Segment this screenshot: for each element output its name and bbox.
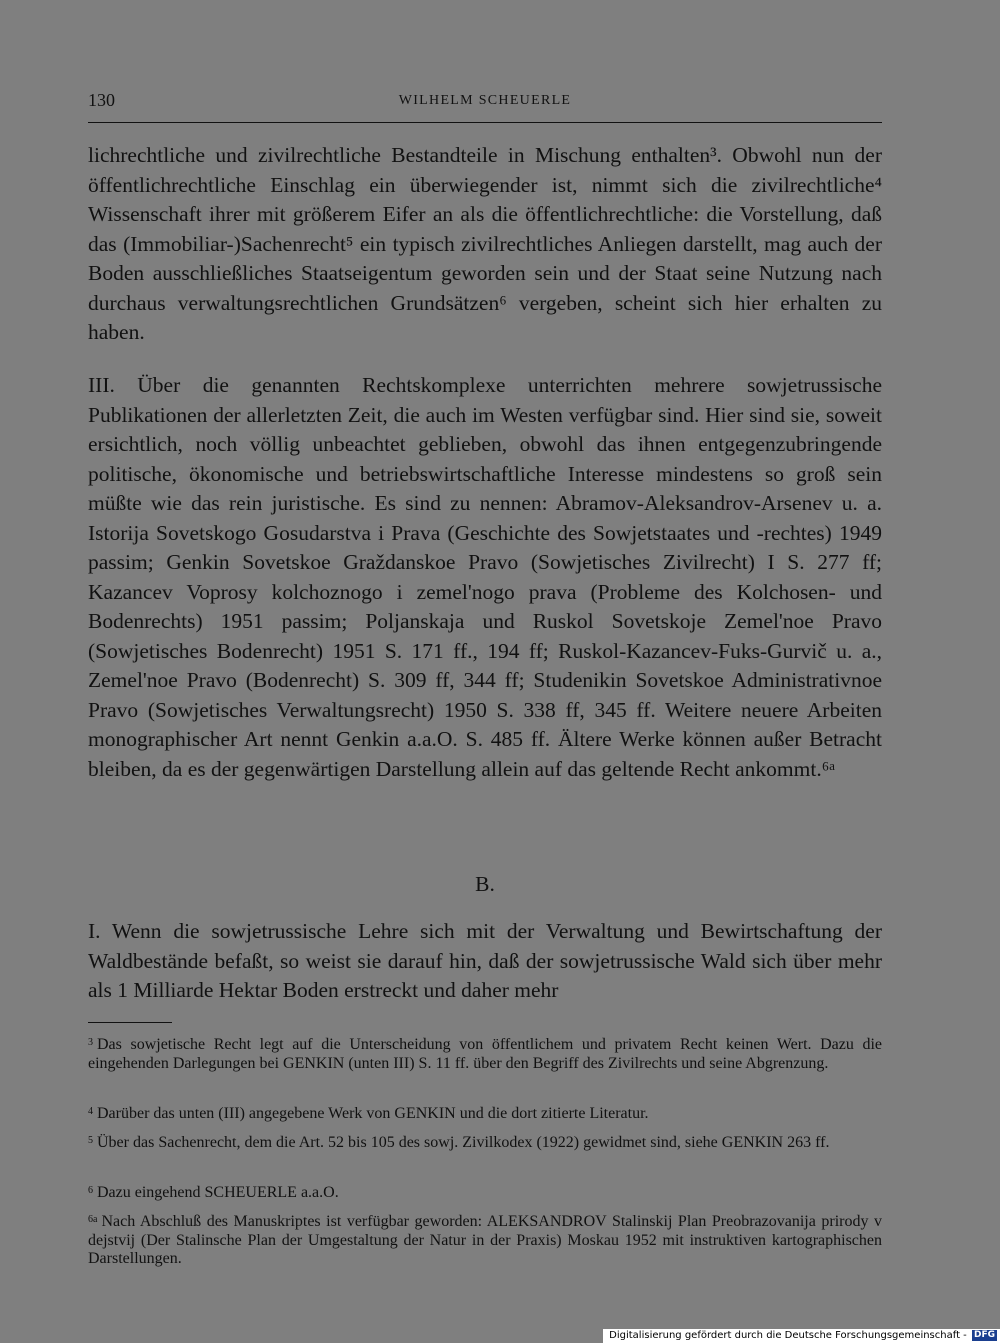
section-heading: B. — [475, 872, 495, 896]
footnote-marker: 5 — [88, 1135, 93, 1146]
footnote-4 — [88, 1103, 882, 1124]
page-number: 130 — [88, 90, 115, 110]
footnote-text: Dazu eingehend SCHEUERLE a.a.O. — [97, 1184, 339, 1201]
digitization-footer — [603, 1329, 1000, 1343]
footnote-text: Nach Abschluß des Manuskriptes ist verfügbar geworden: ALEKSANDROV Stalinskij Plan Preobrazovanija prirody v dejstvij (Der Stalinsche Plan der Umgestaltung der Natur in der Praxis) Moskau 1952 mit instruktiven kartographischen Darstellungen. — [88, 1213, 882, 1267]
page-header — [88, 88, 882, 123]
footnote-marker: 3 — [88, 1037, 93, 1048]
footnote-marker: 6a — [88, 1214, 98, 1225]
footnote-text: Darüber das unten (III) angegebene Werk von GENKIN und die dort zitierte Literatur. — [97, 1105, 649, 1122]
body-paragraph-1: lichrechtliche und zivilrechtliche Bestandteile in Mischung enthalten³. Obwohl nun der öffentlichrechtliche Einschlag ein überwiegender ist, nimmt sich die zivilrechtliche⁴ Wissenschaft ihrer mit größerem Eifer an als die öffentlichrechtliche: die Vorstellung, daß das (Immobiliar-)Sachenrecht⁵ ein typisch zivilrechtliches Anliegen darstellt, mag auch der Boden ausschließliches Staatseigentum geworden sein und der Staat seine Nutzung nach durchaus verwaltungsrechtlichen Grundsätzen⁶ vergeben, scheint sich hier erhalten zu haben. — [88, 143, 882, 344]
footnote-5 — [88, 1132, 882, 1153]
footnote-3 — [88, 1034, 882, 1073]
running-head: WILHELM SCHEUERLE — [398, 93, 572, 108]
footer-credit-text: Digitalisierung gefördert durch die Deutsche Forschungsgemeinschaft - — [609, 1330, 967, 1341]
body-paragraph-2: III. Über die genannten Rechtskomplexe unterrichten mehrere sowjetrussische Publikationen der allerletzten Zeit, die auch im Westen verfügbar sind. Hier sind sie, soweit ersichtlich, noch völlig unbeachtet geblieben, obwohl das ihnen entgegenzubringende politische, ökonomische und betriebswirtschaftliche Interesse mindestens so groß sein müßte wie das rein juristische. Es sind zu nennen: Abramov-Aleksandrov-Arsenev u. a. Istorija Sovetskogo Gosudarstva i Prava (Geschichte des Sowjetstaates und -rechtes) 1949 passim; Genkin Sovetskoe Graždanskoe Pravo (Sowjetisches Zivilrecht) I S. 277 ff; Kazancev Voprosy kolchoznogo i zemel'nogo prava (Probleme des Kolchosen- und Bodenrechts) 1951 passim; Poljanskaja und Ruskol Sovetskoje Zemel'noe Pravo (Sowjetisches Bodenrecht) 1951 S. 171 ff., 194 ff; Ruskol-Kazancev-Fuks-Gurvič u. a., Zemel'noe Pravo (Bodenrecht) S. 309 ff, 344 ff; Studenikin Sovetskoe Administrativnoe Pravo (Sowjetisches Verwaltungsrecht) 1950 S. 338 ff, 345 ff. Weitere neuere Arbeiten monographischer Art nennt Genkin a.a.O. S. 485 ff. Ältere Werke können außer Betracht bleiben, da es der gegenwärtigen Darstellung allein auf das geltende Recht ankommt.⁶ᵃ — [88, 373, 882, 781]
body-paragraph-3: I. Wenn die sowjetrussische Lehre sich mit der Verwaltung und Bewirtschaftung der Waldbestände befaßt, so weist sie darauf hin, daß der sowjetrussische Wald sich über mehr als 1 Milliarde Hektar Boden erstreckt und daher mehr — [88, 919, 882, 1002]
dfg-logo: DFG — [973, 1330, 995, 1340]
footnote-6a — [88, 1211, 882, 1269]
footnote-marker: 6 — [88, 1185, 93, 1196]
footnote-text: Über das Sachenrecht, dem die Art. 52 bis 105 des sowj. Zivilkodex (1922) gewidmet sind, siehe GENKIN 263 ff. — [97, 1134, 830, 1151]
footnote-text: Das sowjetische Recht legt auf die Unterscheidung von öffentlichem und privatem Recht keinen Wert. Dazu die eingehenden Darlegungen bei GENKIN (unten III) S. 11 ff. über den Begriff des Zivilrechts und seine Abgrenzung. — [88, 1036, 882, 1072]
footnote-6 — [88, 1182, 882, 1203]
footnote-divider — [88, 1022, 172, 1023]
footnote-marker: 4 — [88, 1106, 93, 1117]
